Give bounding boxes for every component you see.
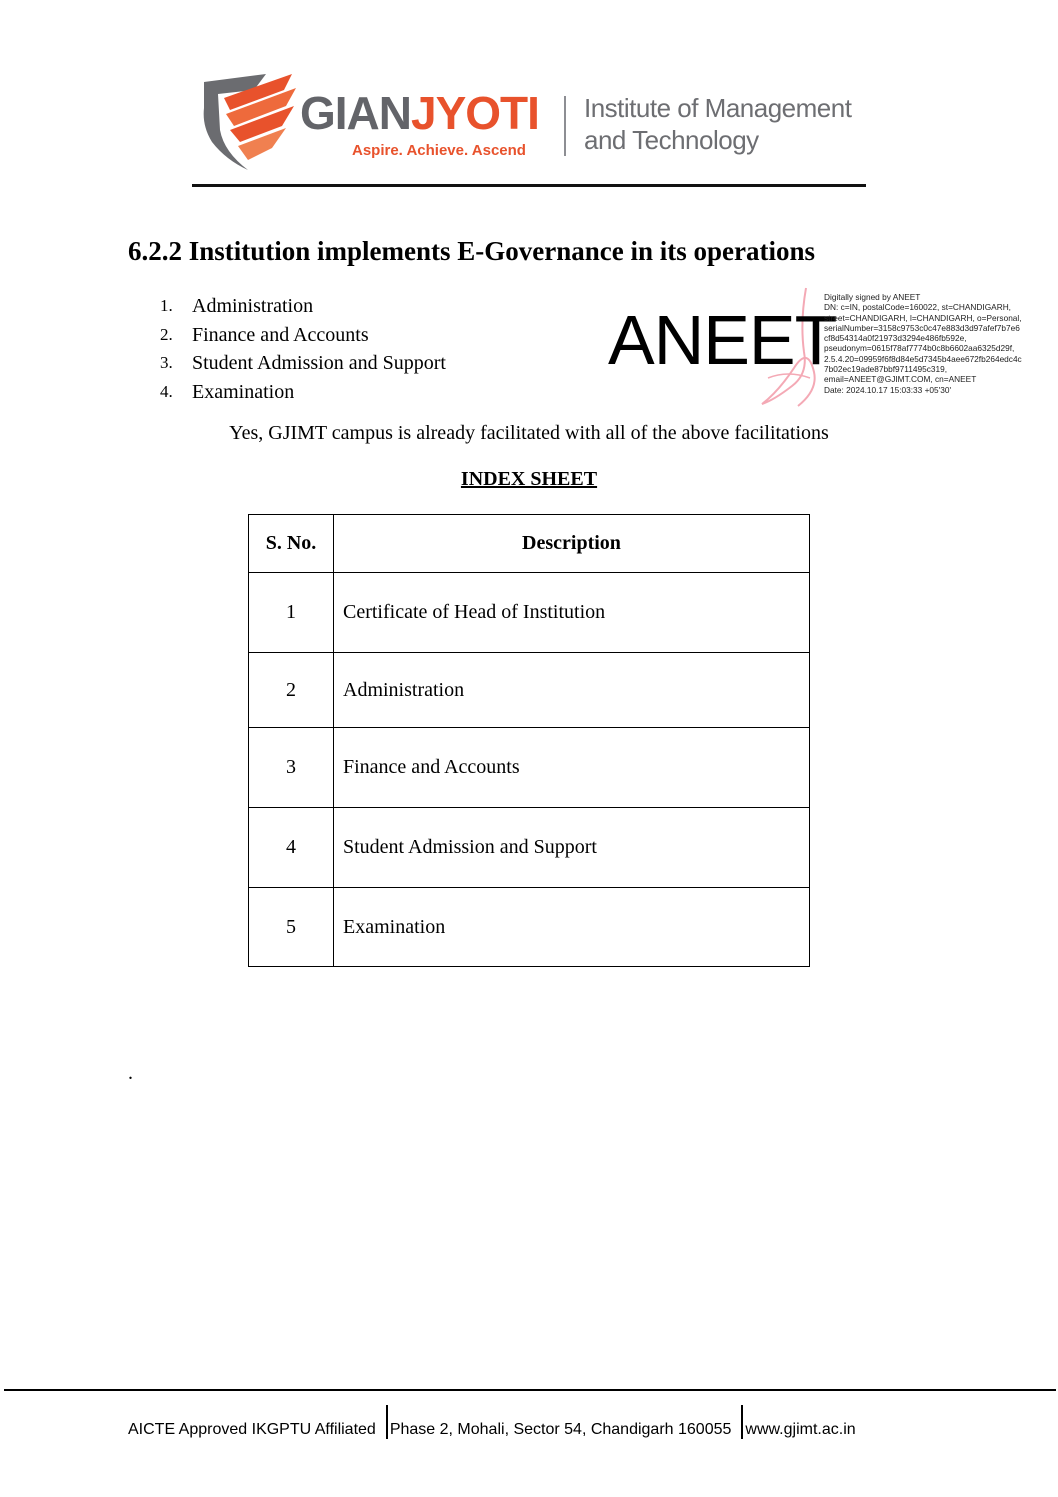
table-row xyxy=(249,653,810,728)
footer-divider xyxy=(741,1405,743,1439)
list-item-label: Examination xyxy=(192,380,295,403)
operations-list xyxy=(150,292,446,406)
cell-description: Administration xyxy=(334,653,810,728)
footer-rule xyxy=(4,1389,1056,1391)
list-item-number: 2. xyxy=(160,324,173,344)
logo-divider xyxy=(564,96,566,156)
signature-name: ANEET xyxy=(608,301,837,379)
list-item-label: Administration xyxy=(192,295,314,317)
list-item-label: Finance and Accounts xyxy=(192,323,369,346)
institute-logo xyxy=(192,64,872,182)
column-header-sno: S. No. xyxy=(249,515,334,573)
list-item xyxy=(150,349,446,378)
index-table xyxy=(248,514,810,967)
signature-detail-line: pseudonym=0615f78af7774b0c8b6602aa6325d29f, xyxy=(824,343,1015,354)
table-row xyxy=(249,808,810,888)
institute-name xyxy=(584,92,851,156)
cell-sno: 4 xyxy=(249,808,334,888)
table-header-row xyxy=(249,515,810,573)
cell-description: Finance and Accounts xyxy=(334,728,810,808)
signature-detail-line: email=ANEET@GJIMT.COM, cn=ANEET xyxy=(824,374,977,385)
signature-detail-line: DN: c=IN, postalCode=160022, st=CHANDIGARH, xyxy=(824,302,1011,313)
signature-detail-line: serialNumber=3158c9753c0c47e883d3d97afef7b7e6 xyxy=(824,322,1020,333)
list-item xyxy=(150,292,446,321)
cell-description: Certificate of Head of Institution xyxy=(334,573,810,653)
table-row xyxy=(249,573,810,653)
logo-wordmark xyxy=(300,87,539,139)
cell-sno: 5 xyxy=(249,888,334,967)
shield-flame-icon xyxy=(196,68,300,178)
institute-name-line1: Institute of Management xyxy=(584,93,852,123)
cell-description: Examination xyxy=(334,888,810,967)
signature-detail-line: 2.5.4.20=09959f6f8d84e5d7345b4aee672fb264edc4c xyxy=(824,353,1022,364)
institute-name-line2: and Technology xyxy=(584,125,759,155)
footer-address: Phase 2, Mohali, Sector 54, Chandigarh 160055 xyxy=(389,1421,732,1438)
header-rule xyxy=(192,184,866,187)
page-title: 6.2.2 Institution implements E-Governance in its operations xyxy=(128,236,816,266)
footer-divider xyxy=(386,1405,388,1439)
signature-detail-line: street=CHANDIGARH, l=CHANDIGARH, o=Personal, xyxy=(824,312,1022,323)
column-header-description: Description xyxy=(334,515,810,573)
signature-detail-line: Date: 2024.10.17 15:03:33 +05'30' xyxy=(824,384,952,395)
table-row xyxy=(249,888,810,967)
table-row xyxy=(249,728,810,808)
signature-detail-line: cf8d54314a0f21973d3294e486fb592e, xyxy=(824,333,967,344)
list-item-label: Student Admission and Support xyxy=(192,352,446,374)
stray-mark: . xyxy=(128,1062,133,1084)
list-item xyxy=(150,378,446,407)
list-item xyxy=(150,321,446,350)
logo-tagline: Aspire. Achieve. Ascend xyxy=(352,142,526,159)
cell-sno: 1 xyxy=(249,573,334,653)
signature-detail-line: 7b02ec19ade87bbf9711495c319, xyxy=(824,364,948,375)
list-item-number: 3. xyxy=(160,353,173,372)
signature-detail-line: Digitally signed by ANEET xyxy=(824,292,921,302)
cell-sno: 2 xyxy=(249,653,334,728)
page-footer xyxy=(128,1413,856,1447)
cell-description: Student Admission and Support xyxy=(334,808,810,888)
logo-name-jyoti: JYOTI xyxy=(411,87,539,139)
footer-website: www.gjimt.ac.in xyxy=(745,1421,856,1438)
logo-name-gian: GIAN xyxy=(300,87,411,139)
list-item-number: 1. xyxy=(160,296,173,315)
index-heading: INDEX SHEET xyxy=(460,468,598,490)
footer-affiliation: AICTE Approved IKGPTU Affiliated xyxy=(128,1421,376,1438)
list-item-number: 4. xyxy=(160,381,173,401)
signature-details xyxy=(824,292,1056,395)
facilities-statement: Yes, GJIMT campus is already facilitated with all of the above facilitations xyxy=(229,422,829,444)
cell-sno: 3 xyxy=(249,728,334,808)
